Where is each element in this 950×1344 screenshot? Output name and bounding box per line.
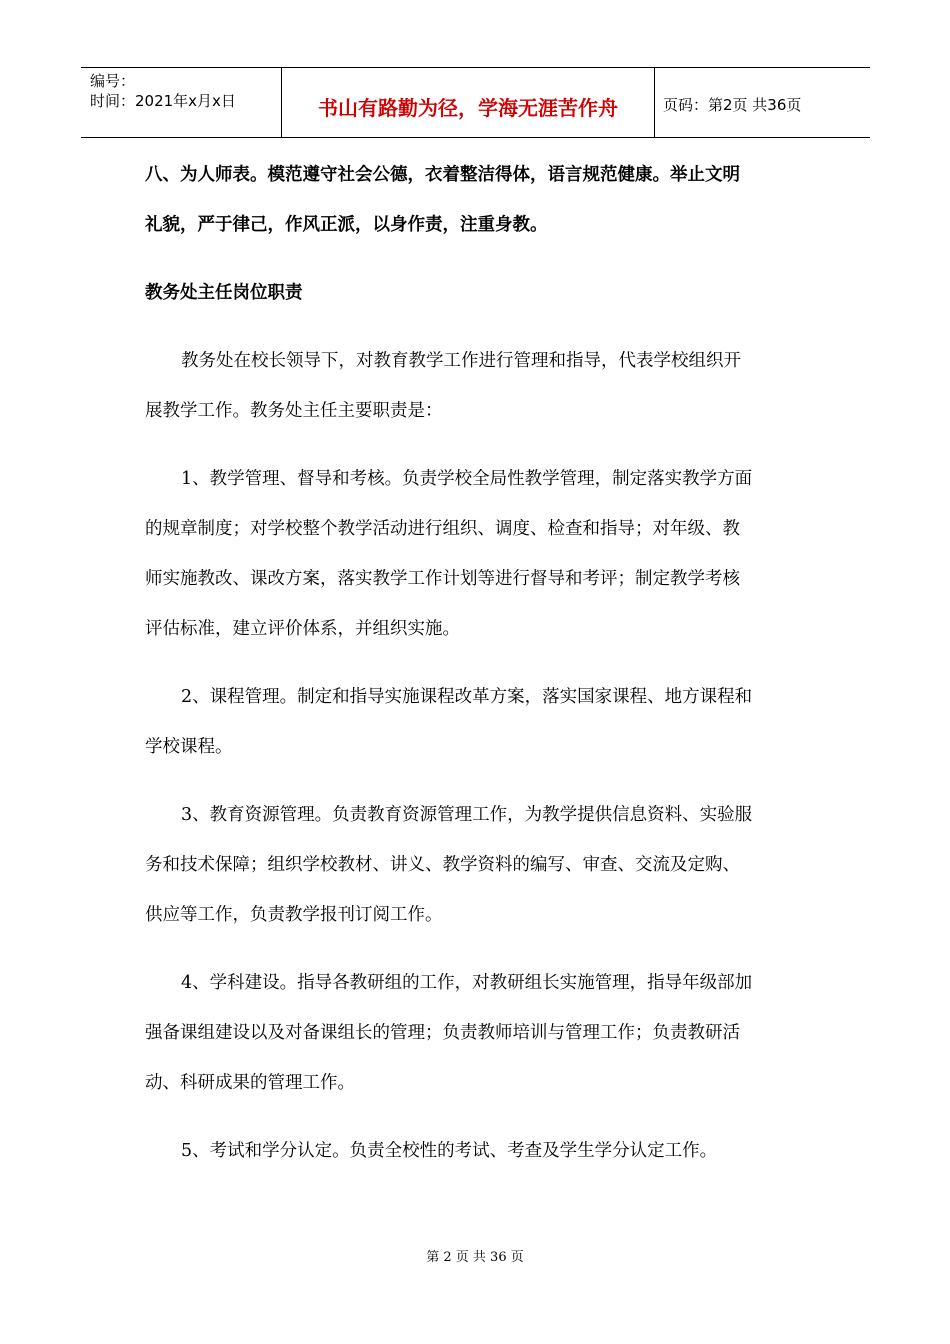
duty1-line-2: 的规章制度；对学校整个教学活动进行组织、调度、检查和指导；对年级、教 bbox=[145, 519, 740, 539]
duty2-line-2: 学校课程。 bbox=[145, 737, 233, 757]
header-motto: 书山有路勤为径，学海无涯苦作舟 bbox=[318, 96, 618, 120]
header-motto-cell bbox=[281, 68, 655, 137]
document-body bbox=[145, 150, 810, 1176]
duty3-line-1: 3、教育资源管理。负责教育资源管理工作，为教学提供信息资料、实验服 bbox=[181, 805, 753, 825]
duty3-line-2: 务和技术保障；组织学校教材、讲义、教学资料的编写、审查、交流及定购、 bbox=[145, 855, 740, 875]
document-time-label: 时间：2021年x月x日 bbox=[90, 92, 236, 110]
duty3-line-3: 供应等工作，负责教学报刊订阅工作。 bbox=[145, 905, 443, 925]
duty1-line-3: 师实施教改、课改方案，落实教学工作计划等进行督导和考评；制定教学考核 bbox=[145, 569, 740, 589]
spacer bbox=[145, 250, 810, 268]
duty1-line-4: 评估标准，建立评价体系，并组织实施。 bbox=[145, 619, 460, 639]
spacer bbox=[145, 654, 810, 672]
intro-line-1: 教务处在校长领导下，对教育教学工作进行管理和指导，代表学校组织开 bbox=[181, 351, 741, 371]
spacer bbox=[145, 1108, 810, 1126]
item8-line-2: 礼貌，严于律己，作风正派，以身作责，注重身教。 bbox=[145, 215, 548, 235]
page-footer: 第 2 页 共 36 页 bbox=[426, 1250, 524, 1265]
duty1-line-1: 1、教学管理、督导和考核。负责学校全局性教学管理，制定落实教学方面 bbox=[181, 469, 753, 489]
spacer bbox=[145, 772, 810, 790]
spacer bbox=[145, 318, 810, 336]
duty5-line-1: 5、考试和学分认定。负责全校性的考试、考查及学生学分认定工作。 bbox=[181, 1141, 718, 1161]
header-page-cell bbox=[654, 68, 870, 137]
duty4-line-2: 强备课组建设以及对备课组长的管理；负责教师培训与管理工作；负责教研活 bbox=[145, 1023, 740, 1043]
duty2-line-1: 2、课程管理。制定和指导实施课程改革方案，落实国家课程、地方课程和 bbox=[181, 687, 753, 707]
duty4-line-1: 4、学科建设。指导各教研组的工作，对教研组长实施管理，指导年级部加 bbox=[181, 973, 753, 993]
item8-line-1: 八、为人师表。模范遵守社会公德，衣着整洁得体，语言规范健康。举止文明 bbox=[145, 165, 740, 185]
header-left-cell bbox=[81, 68, 281, 137]
intro-line-2: 展教学工作。教务处主任主要职责是： bbox=[145, 401, 443, 421]
document-header bbox=[81, 67, 870, 138]
spacer bbox=[145, 436, 810, 454]
spacer bbox=[145, 940, 810, 958]
duty4-line-3: 动、科研成果的管理工作。 bbox=[145, 1073, 355, 1093]
section-title: 教务处主任岗位职责 bbox=[145, 283, 303, 303]
header-page-info: 页码：第2页 共36页 bbox=[663, 96, 802, 114]
document-number-label: 编号： bbox=[90, 72, 136, 90]
